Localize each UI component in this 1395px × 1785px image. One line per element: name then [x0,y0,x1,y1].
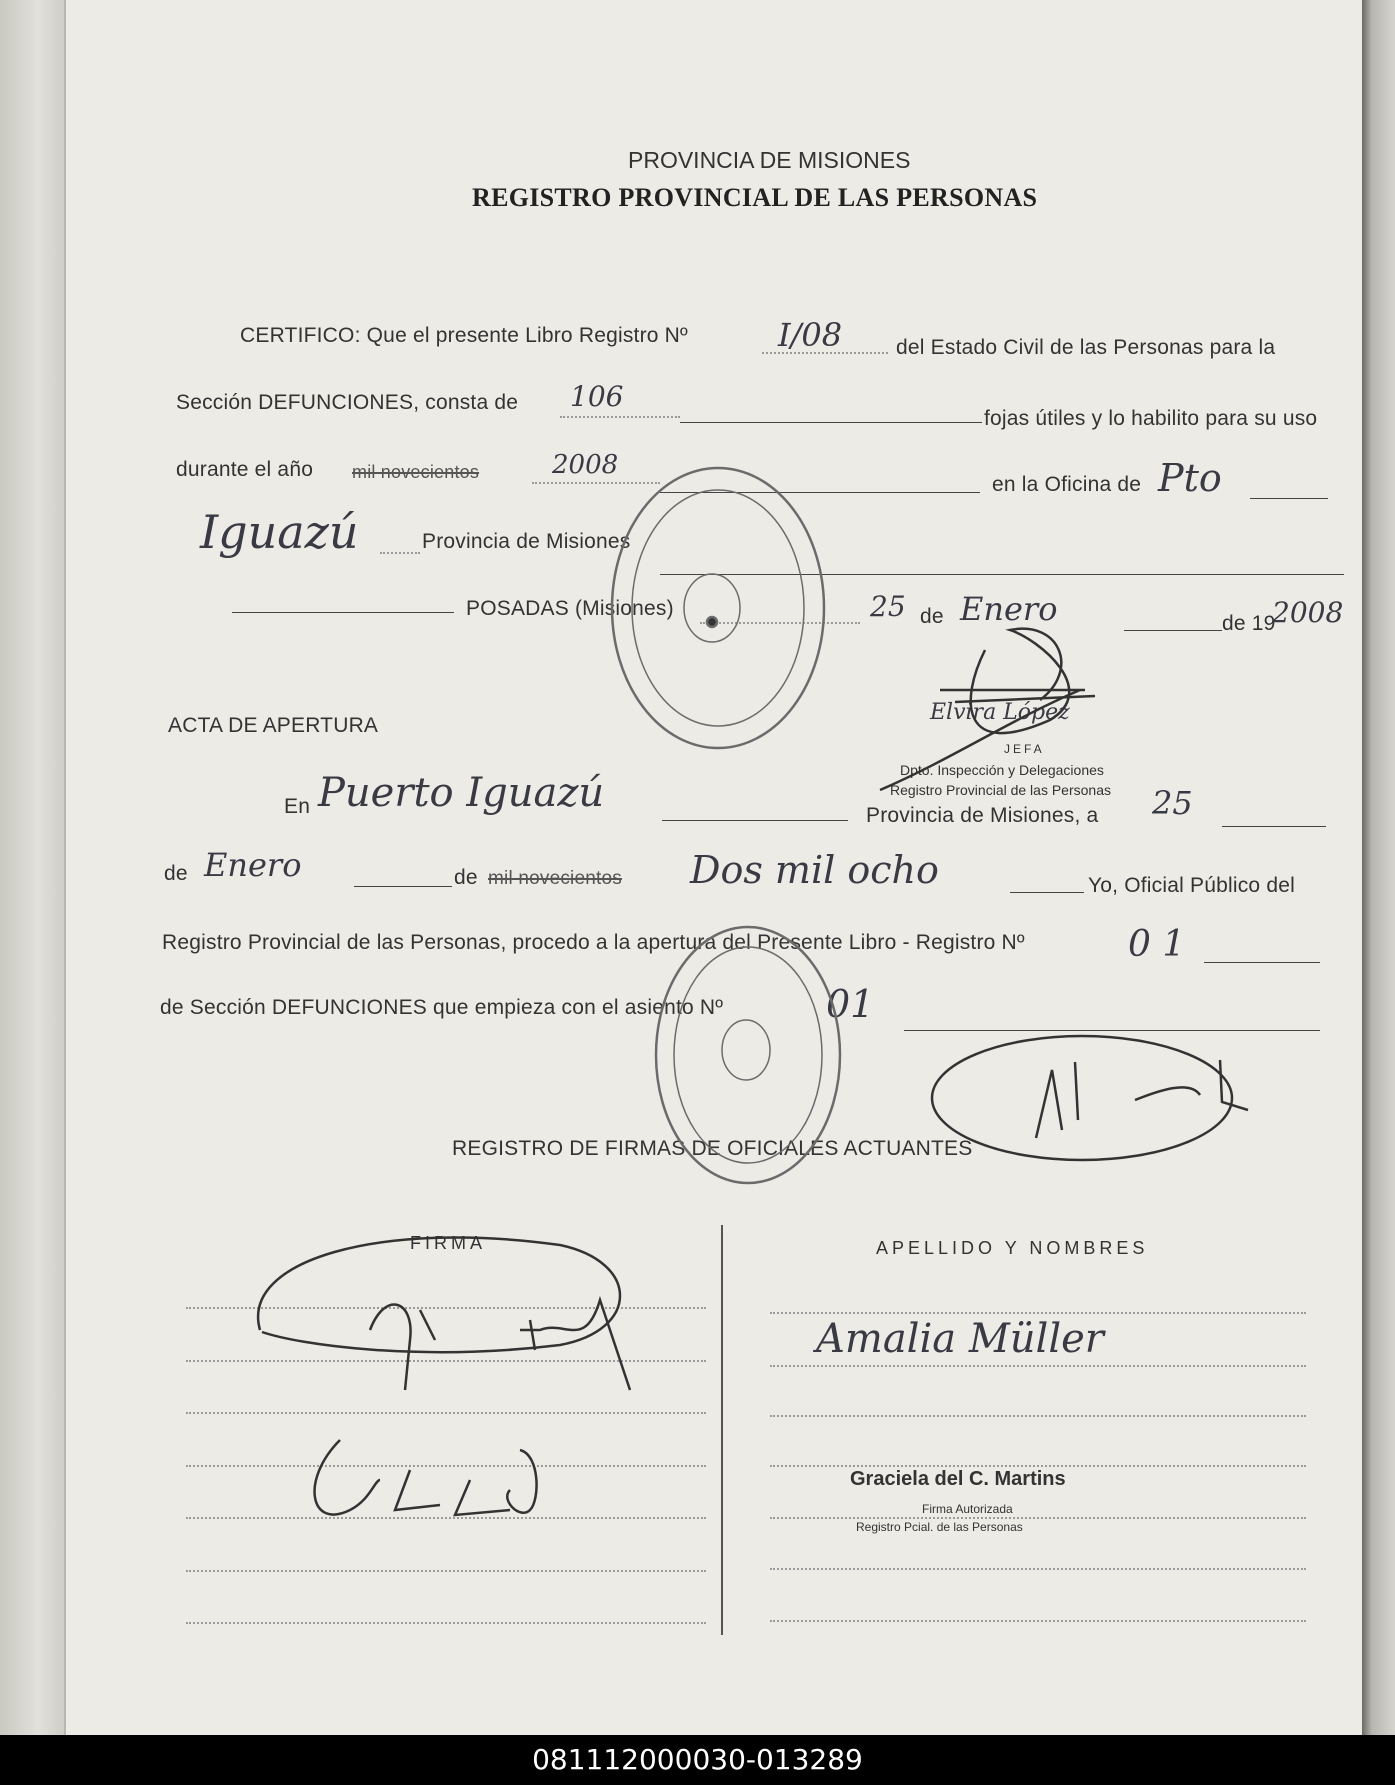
year-handwritten: 2008 [552,450,619,480]
col-firma: FIRMA [410,1233,486,1253]
acta-month-handwritten: Enero [204,846,302,884]
signature-jefa [880,629,1095,790]
name-handwritten: Amalia Müller [816,1316,1104,1362]
struck-text-1: mil novecientos [352,462,480,482]
jefa-dept: Dpto. Inspección y Delegaciones [900,762,1104,778]
cert-line2-b: fojas útiles y lo habilito para su uso [984,407,1318,430]
document-id-footer: 081112000030-013289 [0,1735,1395,1785]
struck-text-2: mil novecientos [488,868,622,889]
signature-right [932,1036,1248,1160]
acta-oficial: Yo, Oficial Público del [1088,874,1295,897]
col-nombres: APELLIDO Y NOMBRES [876,1238,1149,1258]
month-handwritten: Enero [960,590,1058,628]
asiento-number: 01 [826,982,875,1026]
jefa-name: Elvira López [930,700,1070,725]
seal-stamp-bottom [656,927,840,1183]
signatures-title: REGISTRO DE FIRMAS DE OFICIALES ACTUANTES [452,1137,973,1160]
cert-line1-a: CERTIFICO: Que el presente Libro Registro Nº [240,324,688,347]
stamp-org: Registro Pcial. de las Personas [856,1520,1023,1534]
fojas-count: 106 [570,380,624,413]
cert-line3-a: durante el año [176,458,314,481]
registro-number: 0 1 [1128,924,1186,965]
cert-de-2: de 19 [1222,612,1276,635]
acta-de-2: de [454,866,478,889]
libro-number: I/08 [778,316,843,354]
year-words-handwritten: Dos mil ocho [690,848,939,892]
acta-title: ACTA DE APERTURA [168,714,379,737]
cert-line2-a: Sección DEFUNCIONES, consta de [176,391,519,414]
cert-de-1: de [920,605,944,628]
year2-handwritten: 2008 [1272,596,1344,629]
acta-de-1: de [164,862,188,885]
seal-stamp-top [612,468,824,748]
office-handwritten-1: Pto [1158,456,1222,500]
office-handwritten-2: Iguazú [200,505,359,559]
acta-line3: Registro Provincial de las Personas, procedo a la apertura del Presente Libro - Registro Nº [162,931,1025,954]
jefa-org: Registro Provincial de las Personas [890,782,1111,798]
acta-day-handwritten: 25 [1152,784,1193,822]
posadas-text: POSADAS (Misiones) [466,597,674,620]
stamp-role: Firma Autorizada [922,1502,1013,1516]
jefa-role: JEFA [1004,742,1045,756]
place-handwritten: Puerto Iguazú [318,770,605,816]
registry-heading: REGISTRO PROVINCIAL DE LAS PERSONAS [472,183,1038,212]
acta-en: En [284,795,311,818]
cert-line4-b: Provincia de Misiones [422,530,631,553]
day-handwritten: 25 [870,590,906,623]
acta-line4: de Sección DEFUNCIONES que empieza con el asiento Nº [160,996,724,1019]
province-heading: PROVINCIA DE MISIONES [628,147,911,173]
acta-prov: Provincia de Misiones, a [866,804,1099,827]
cert-line3-b: en la Oficina de [992,473,1142,496]
signature-left [258,1238,630,1515]
cert-line1-b: del Estado Civil de las Personas para la [896,336,1276,359]
stamp-name: Graciela del C. Martins [850,1468,1066,1490]
